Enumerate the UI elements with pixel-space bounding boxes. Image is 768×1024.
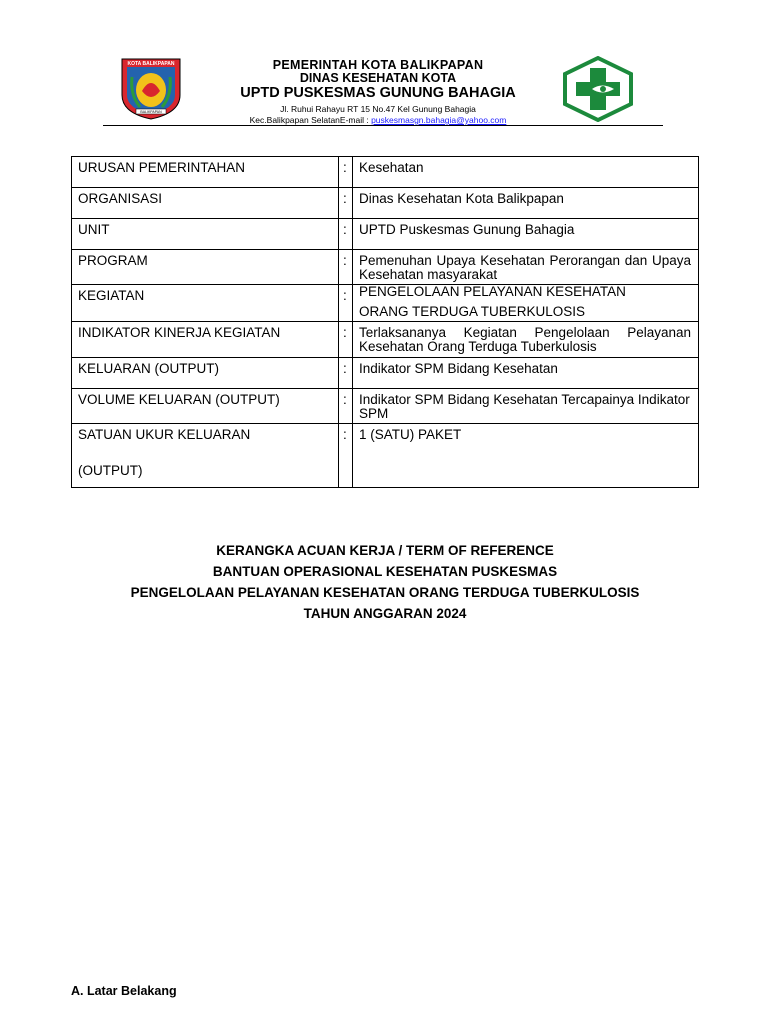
table-row bbox=[72, 358, 699, 389]
emblem-motto: BALIKPAPAN bbox=[140, 110, 162, 114]
row-label: URUSAN PEMERINTAHAN bbox=[72, 157, 339, 188]
email-link[interactable]: puskesmasgn.bahagia@yahoo.com bbox=[371, 115, 507, 125]
table-row bbox=[72, 322, 699, 358]
row-value: UPTD Puskesmas Gunung Bahagia bbox=[353, 219, 699, 250]
table-row bbox=[72, 157, 699, 188]
section-heading: A. Latar Belakang bbox=[71, 984, 177, 998]
row-colon: : bbox=[339, 285, 353, 322]
label-line: (OUTPUT) bbox=[78, 463, 143, 478]
row-colon: : bbox=[339, 424, 353, 488]
department-name: DINAS KESEHATAN KOTA bbox=[299, 71, 457, 85]
row-label: INDIKATOR KINERJA KEGIATAN bbox=[72, 322, 339, 358]
table-row bbox=[72, 219, 699, 250]
row-value: Indikator SPM Bidang Kesehatan Tercapainya Indikator SPM bbox=[353, 389, 699, 424]
row-label: UNIT bbox=[72, 219, 339, 250]
row-value: 1 (SATU) PAKET bbox=[353, 424, 699, 488]
row-value: Terlaksananya Kegiatan Pengelolaan Pelayanan Kesehatan Orang Terduga Tuberkulosis bbox=[353, 322, 699, 358]
row-colon: : bbox=[339, 188, 353, 219]
row-value: Kesehatan bbox=[353, 157, 699, 188]
label-line: SATUAN UKUR KELUARAN bbox=[78, 427, 251, 442]
row-colon: : bbox=[339, 250, 353, 285]
district-label: Kec.Balikpapan SelatanE-mail : bbox=[249, 115, 372, 125]
row-label: ORGANISASI bbox=[72, 188, 339, 219]
puskesmas-logo-icon bbox=[562, 56, 634, 122]
row-label bbox=[72, 424, 339, 488]
title-year: TAHUN ANGGARAN 2024 bbox=[303, 606, 467, 621]
title-activity: PENGELOLAAN PELAYANAN KESEHATAN ORANG TERDUGA TUBERKULOSIS bbox=[130, 585, 640, 600]
address-line: Jl. Ruhui Rahayu RT 15 No.47 Kel Gunung Bahagia bbox=[280, 104, 476, 114]
row-colon: : bbox=[339, 157, 353, 188]
row-colon: : bbox=[339, 322, 353, 358]
row-label: KELUARAN (OUTPUT) bbox=[72, 358, 339, 389]
puskesmas-name: UPTD PUSKESMAS GUNUNG BAHAGIA bbox=[240, 85, 516, 101]
table-row bbox=[72, 188, 699, 219]
activity-info-table bbox=[71, 156, 699, 488]
balikpapan-city-emblem-icon bbox=[118, 55, 184, 121]
table-row bbox=[72, 250, 699, 285]
row-value: Dinas Kesehatan Kota Balikpapan bbox=[353, 188, 699, 219]
value-line: PENGELOLAAN PELAYANAN KESEHATAN bbox=[359, 284, 626, 299]
row-label: VOLUME KELUARAN (OUTPUT) bbox=[72, 389, 339, 424]
document-titles bbox=[71, 540, 699, 624]
letterhead bbox=[0, 0, 768, 130]
letterhead-divider bbox=[103, 125, 663, 126]
row-label: PROGRAM bbox=[72, 250, 339, 285]
row-value: Indikator SPM Bidang Kesehatan bbox=[353, 358, 699, 389]
row-value bbox=[353, 285, 699, 322]
title-kak: KERANGKA ACUAN KERJA / TERM OF REFERENCE bbox=[216, 543, 554, 558]
row-value: Pemenuhan Upaya Kesehatan Perorangan dan Upaya Kesehatan masyarakat bbox=[353, 250, 699, 285]
value-line: ORANG TERDUGA TUBERKULOSIS bbox=[359, 304, 586, 319]
row-colon: : bbox=[339, 219, 353, 250]
row-colon: : bbox=[339, 389, 353, 424]
table-row bbox=[72, 285, 699, 322]
row-label: KEGIATAN bbox=[72, 285, 339, 322]
title-bok: BANTUAN OPERASIONAL KESEHATAN PUSKESMAS bbox=[212, 564, 558, 579]
government-name: PEMERINTAH KOTA BALIKPAPAN bbox=[272, 58, 484, 72]
table-row bbox=[72, 389, 699, 424]
letterhead-text bbox=[200, 58, 556, 126]
table-row bbox=[72, 424, 699, 488]
emblem-text: KOTA BALIKPAPAN bbox=[127, 61, 175, 67]
row-colon: : bbox=[339, 358, 353, 389]
